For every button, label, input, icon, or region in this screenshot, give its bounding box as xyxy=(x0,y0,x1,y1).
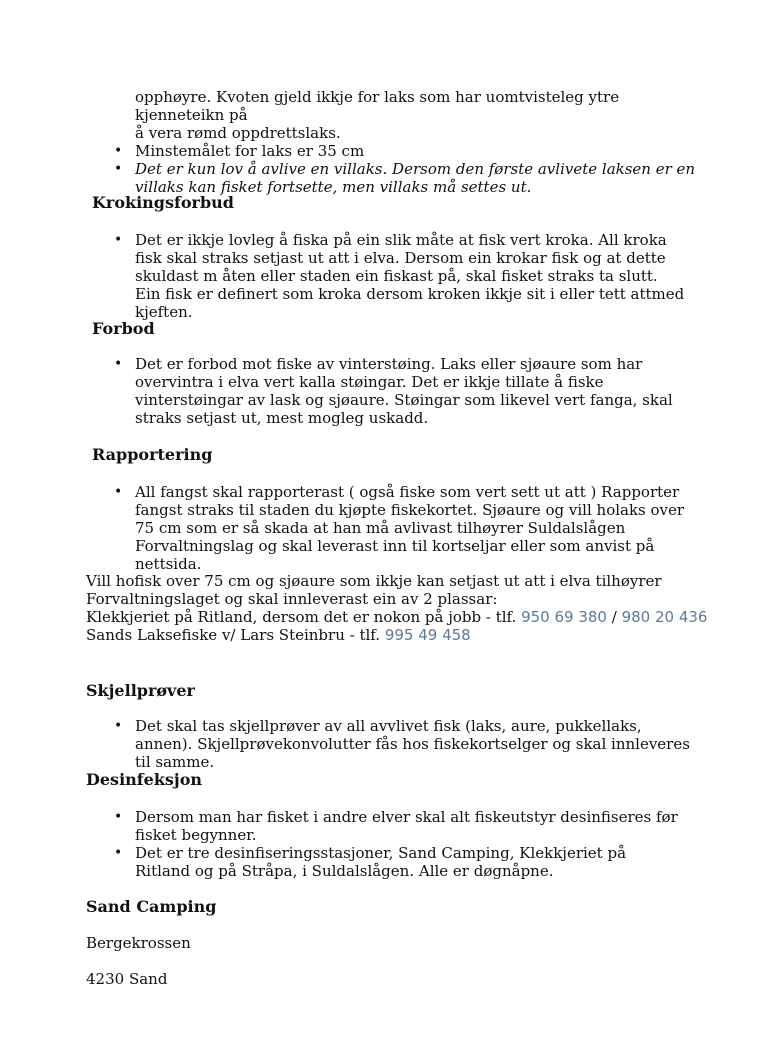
hofisk-line-2: Forvaltningslaget og skal innleverast ein av 2 plassar: xyxy=(86,590,498,608)
sands-laksefiske-contact xyxy=(86,626,726,644)
section-heading-desinfeksjon: Desinfeksjon xyxy=(86,770,203,789)
phone-link-klekkjeriet-1[interactable]: 950 69 380 xyxy=(521,608,607,626)
phone-separator: / xyxy=(606,608,622,626)
quota-bullet-list xyxy=(110,142,710,196)
klekkjeriet-label: Klekkjeriet på Ritland, dersom det er nokon på jobb - tlf. xyxy=(86,608,522,626)
quota-continuation-line-1: opphøyre. Kvoten gjeld ikkje for laks som har uomtvisteleg ytre kjenneteikn på xyxy=(135,88,620,124)
quota-fragment xyxy=(110,88,710,196)
list-item: • Det er ikkje lovleg å fiska på ein slik måte at fisk vert kroka. All kroka fisk skal straks setjast ut att i elva. Dersom ein krokar fisk og at dette skuldast m åten eller staden ein fiskast på, skal fisket straks ta slutt. Ein fisk er definert som kroka dersom kroken ikkje sit i eller tett attmed kjeften. xyxy=(110,231,685,321)
quota-continuation-line-2: å vera rømd oppdrettslaks. xyxy=(135,124,341,142)
section-heading-krokingsforbud: Krokingsforbud xyxy=(92,193,234,212)
skjellprover-list xyxy=(110,717,690,771)
list-item: • Minstemålet for laks er 35 cm xyxy=(110,142,710,160)
list-item: • Dersom man har fisket i andre elver skal alt fiskeutstyr desinfiseres før fisket begynner. xyxy=(110,808,680,844)
rapportering-list xyxy=(110,483,685,573)
phone-link-sands-laksefiske[interactable]: 995 49 458 xyxy=(384,626,471,644)
hofisk-line-1: Vill hofisk over 75 cm og sjøaure som ikkje kan setjast ut att i elva tilhøyrer xyxy=(86,572,662,590)
list-item: • Det er kun lov å avlive en villaks. Dersom den første avlivete laksen er en villaks kan fisket fortsette, men villaks må settes ut. xyxy=(110,160,710,196)
forbod-list xyxy=(110,355,685,427)
section-heading-sand-camping: Sand Camping xyxy=(86,897,217,916)
list-item: • Det skal tas skjellprøver av all avvlivet fisk (laks, aure, pukkellaks, annen). Skjellprøvekonvolutter fås hos fiskekortselger og skal innleveres til samme. xyxy=(110,717,690,771)
list-item: • Det er forbod mot fiske av vinterstøing. Laks eller sjøaure som har overvintra i elva vert kalla støingar. Det er ikkje tillate å fiske vinterstøingar av lask og sjøaure. Støingar som likevel vert fanga, skal straks setjast ut, mest mogleg uskadd. xyxy=(110,355,685,427)
krokingsforbud-list xyxy=(110,231,685,321)
desinfeksjon-list xyxy=(110,808,680,880)
list-item: • All fangst skal rapporterast ( også fiske som vert sett ut att ) Rapporter fangst straks til staden du kjøpte fiskekortet. Sjøaure og vill holaks over 75 cm som er så skada at han må avlivast tilhøyrer Suldalslågen Forvaltningslag og skal leverast inn til kortseljar eller som anvist på nettsida. xyxy=(110,483,685,573)
klekkjeriet-contact xyxy=(86,608,726,626)
address-line-1: Bergekrossen xyxy=(86,934,191,952)
sands-laksefiske-label: Sands Laksefiske v/ Lars Steinbru - tlf. xyxy=(86,626,385,644)
section-heading-forbod: Forbod xyxy=(92,319,155,338)
list-item: • Det er tre desinfiseringsstasjoner, Sand Camping, Klekkjeriet på Ritland og på Stråpa, i Suldalslågen. Alle er døgnåpne. xyxy=(110,844,680,880)
section-heading-skjellprover: Skjellprøver xyxy=(86,681,195,700)
address-line-2: 4230 Sand xyxy=(86,970,168,988)
hofisk-paragraph xyxy=(86,572,726,644)
section-heading-rapportering: Rapportering xyxy=(92,445,213,464)
phone-link-klekkjeriet-2[interactable]: 980 20 436 xyxy=(621,608,708,626)
